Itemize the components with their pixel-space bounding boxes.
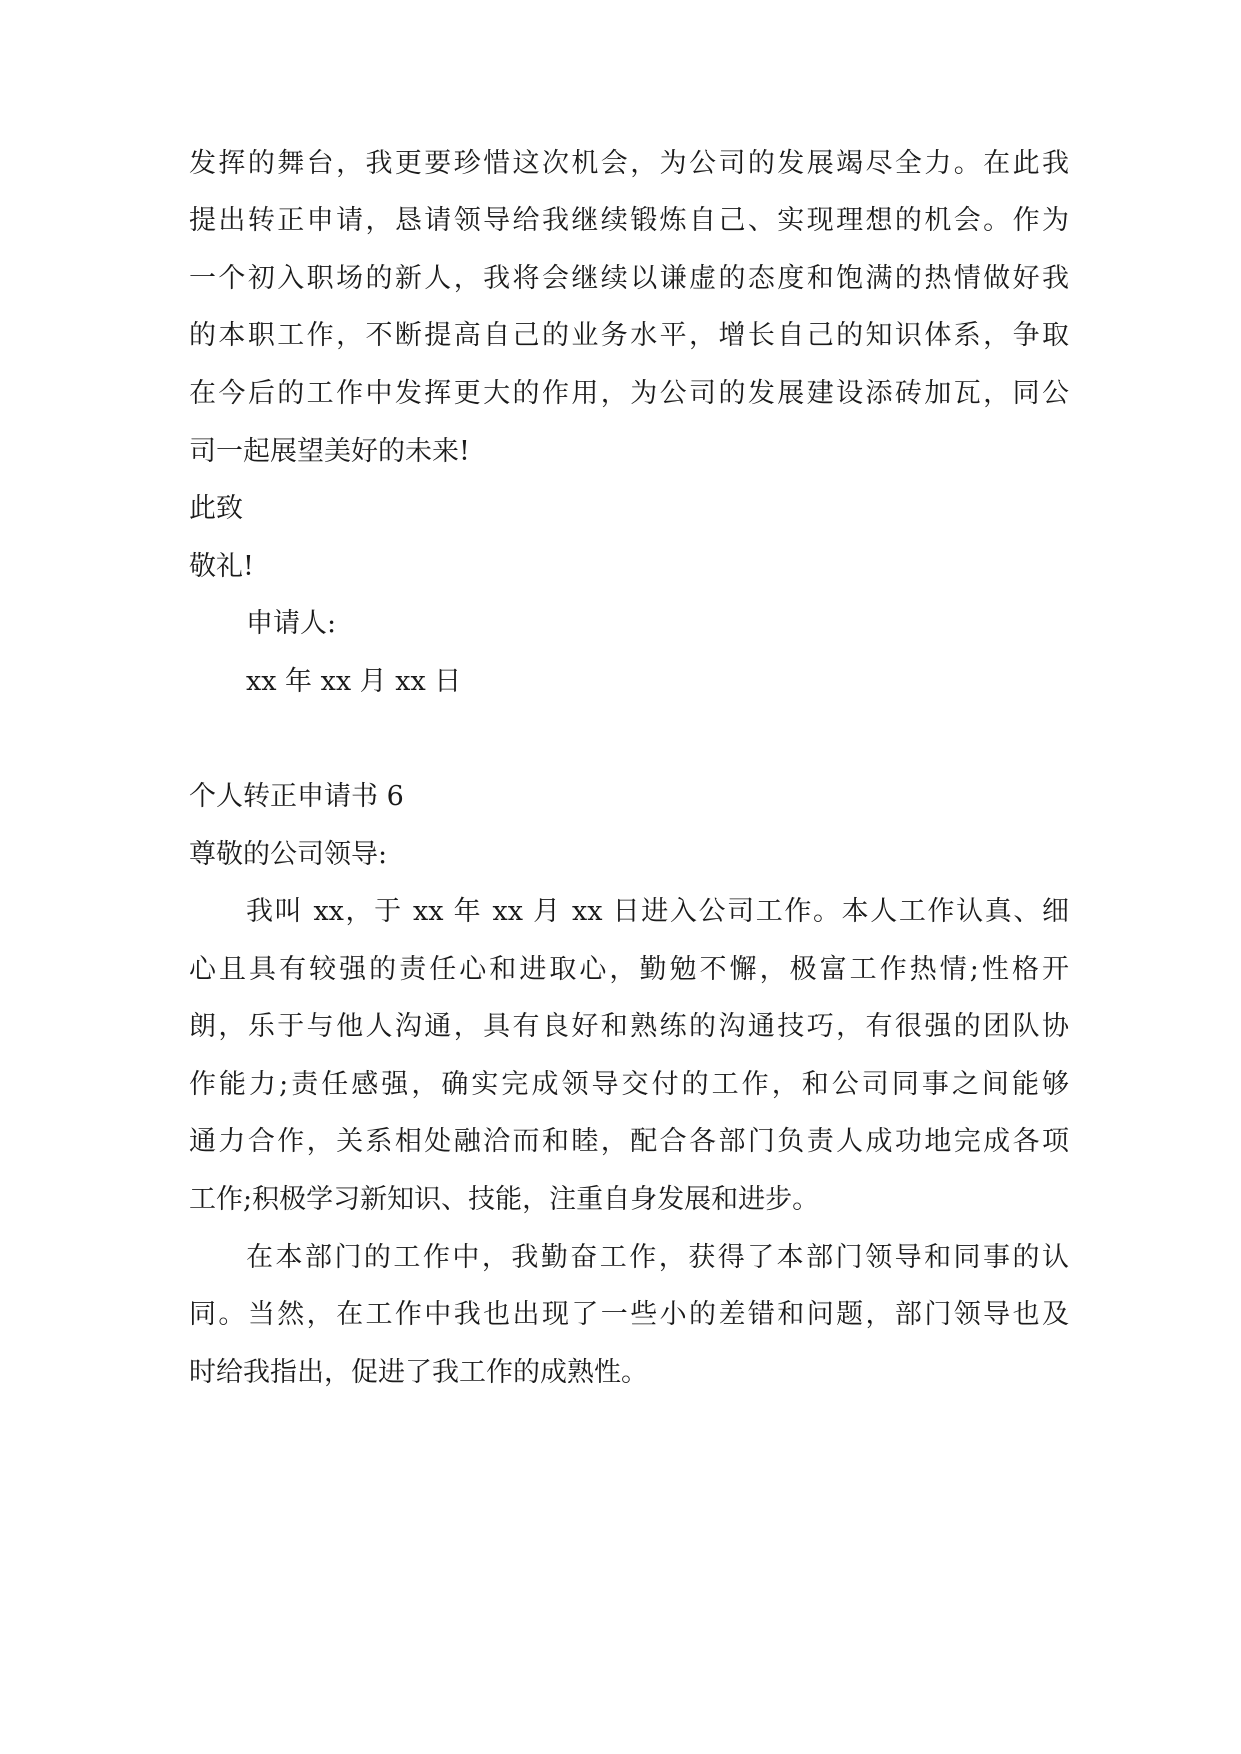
text-line: 朗，乐于与他人沟通，具有良好和熟练的沟通技巧，有很强的团队协 bbox=[189, 1011, 1069, 1042]
section-title: 个人转正申请书 6 bbox=[189, 781, 404, 812]
text-line: 工作;积极学习新知识、技能，注重自身发展和进步。 bbox=[189, 1184, 820, 1215]
closing-text: 此致 bbox=[189, 493, 243, 524]
applicant-label: 申请人: bbox=[246, 608, 337, 639]
text-line: 时给我指出，促进了我工作的成熟性。 bbox=[189, 1357, 648, 1388]
text-line: 发挥的舞台，我更要珍惜这次机会，为公司的发展竭尽全力。在此我 bbox=[189, 148, 1069, 179]
text-line: 在本部门的工作中，我勤奋工作，获得了本部门领导和同事的认 bbox=[246, 1242, 1069, 1273]
date-line: xx 年 xx 月 xx 日 bbox=[246, 666, 462, 697]
text-line: 的本职工作，不断提高自己的业务水平，增长自己的知识体系，争取 bbox=[189, 320, 1069, 351]
closing-text: 敬礼! bbox=[189, 551, 254, 582]
text-line: 在今后的工作中发挥更大的作用，为公司的发展建设添砖加瓦，同公 bbox=[189, 378, 1069, 409]
text-line: 作能力;责任感强，确实完成领导交付的工作，和公司同事之间能够 bbox=[189, 1069, 1069, 1100]
text-line: 心且具有较强的责任心和进取心，勤勉不懈，极富工作热情;性格开 bbox=[189, 954, 1069, 985]
text-line: 提出转正申请，恳请领导给我继续锻炼自己、实现理想的机会。作为 bbox=[189, 205, 1069, 236]
text-line: 通力合作，关系相处融洽而和睦，配合各部门负责人成功地完成各项 bbox=[189, 1126, 1069, 1157]
salutation: 尊敬的公司领导: bbox=[189, 839, 388, 870]
text-line: 同。当然，在工作中我也出现了一些小的差错和问题，部门领导也及 bbox=[189, 1299, 1069, 1330]
text-line: 一个初入职场的新人，我将会继续以谦虚的态度和饱满的热情做好我 bbox=[189, 263, 1069, 294]
text-line: 我叫 xx，于 xx 年 xx 月 xx 日进入公司工作。本人工作认真、细 bbox=[246, 896, 1069, 927]
text-line: 司一起展望美好的未来! bbox=[189, 436, 470, 467]
